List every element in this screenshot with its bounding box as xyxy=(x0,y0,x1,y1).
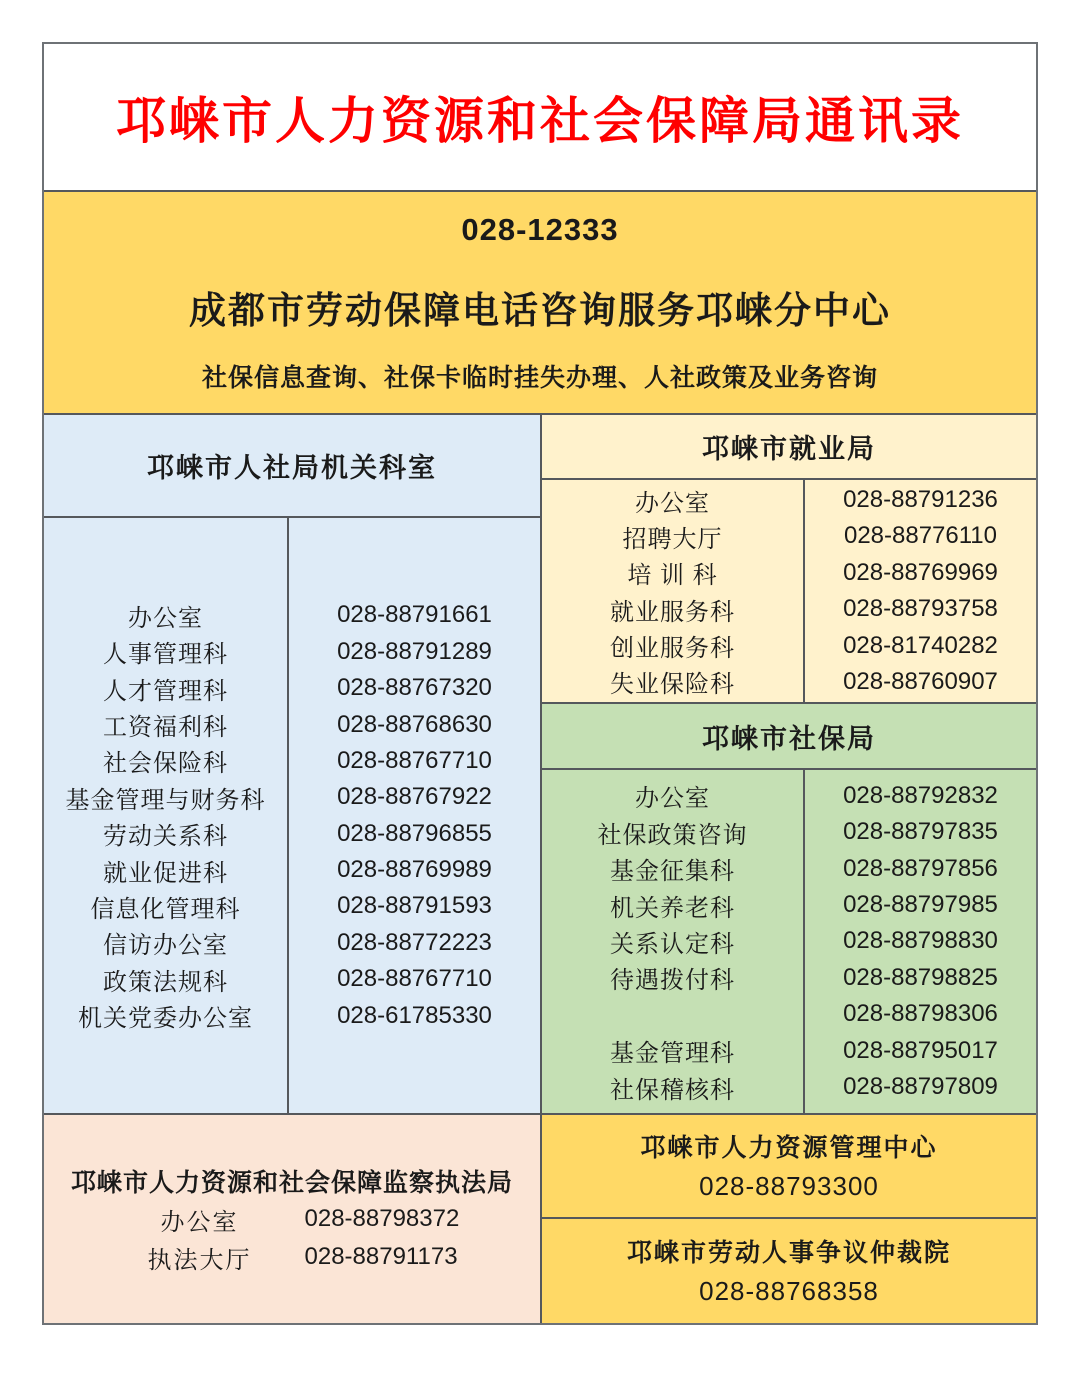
table-row xyxy=(542,591,1036,627)
column-divider xyxy=(803,770,805,1113)
phone-number: 028-61785330 xyxy=(337,1001,492,1029)
hotline-section xyxy=(44,192,1036,413)
dept-name: 就业促进科 xyxy=(103,859,228,887)
table-row xyxy=(44,670,540,706)
dept-name: 基金征集科 xyxy=(610,858,735,886)
social-security-bureau-section xyxy=(542,704,1036,1113)
dept-name: 基金管理与财务科 xyxy=(65,786,266,814)
dept-name: 办公室 xyxy=(635,785,710,813)
phone-number: 028-88767710 xyxy=(337,746,492,774)
phone-number: 028-88768630 xyxy=(337,710,492,738)
dept-name: 社会保险科 xyxy=(103,750,228,778)
employment-bureau-section xyxy=(542,415,1036,702)
hr-center-section xyxy=(542,1115,1036,1217)
dept-name: 人事管理科 xyxy=(103,641,228,669)
bottom-section xyxy=(44,1115,1036,1323)
table-row xyxy=(542,851,1036,887)
agency-office-table xyxy=(44,518,540,1113)
social-security-bureau-title: 邛崃市社保局 xyxy=(542,704,1036,768)
dept-name: 信访办公室 xyxy=(103,932,228,960)
phone-number: 028-88797835 xyxy=(843,818,998,846)
phone-number: 028-88769989 xyxy=(337,856,492,884)
dept-name: 办公室 xyxy=(160,1208,239,1236)
arbitration-court-phone: 028-88768358 xyxy=(699,1275,879,1306)
phone-number: 028-88792832 xyxy=(843,781,998,809)
table-row xyxy=(44,779,540,815)
phone-number: 028-88767922 xyxy=(337,783,492,811)
dept-name: 就业服务科 xyxy=(610,598,735,626)
phone-number: 028-88797856 xyxy=(843,854,998,882)
phone-number: 028-88760907 xyxy=(843,667,998,695)
middle-right-column xyxy=(542,415,1036,1113)
phone-number: 028-88776110 xyxy=(843,522,998,550)
phone-number: 028-88798825 xyxy=(843,963,998,991)
table-row xyxy=(542,1032,1036,1068)
inspection-bureau-title: 邛崃市人力资源和社会保障监察执法局 xyxy=(70,1169,513,1197)
table-row xyxy=(125,1238,460,1276)
phone-number: 028-88772223 xyxy=(337,928,492,956)
table-row xyxy=(44,961,540,997)
phone-number: 028-88791593 xyxy=(337,892,492,920)
table-row xyxy=(542,627,1036,663)
arbitration-court-section xyxy=(542,1219,1036,1323)
dept-name: 创业服务科 xyxy=(610,635,735,663)
table-row xyxy=(125,1200,460,1238)
table-row xyxy=(44,816,540,852)
dept-name: 关系认定科 xyxy=(610,930,735,958)
phone-number: 028-88793758 xyxy=(843,595,998,623)
title-section xyxy=(44,44,1036,190)
phone-number: 028-88767710 xyxy=(337,965,492,993)
dept-name: 执法大厅 xyxy=(147,1246,252,1274)
table-row xyxy=(44,597,540,633)
dept-name: 培 训 科 xyxy=(627,562,718,590)
table-row xyxy=(542,960,1036,996)
phone-number: 028-88791661 xyxy=(337,601,492,629)
table-row xyxy=(44,925,540,961)
agency-office-section xyxy=(44,415,540,1113)
employment-bureau-title: 邛崃市就业局 xyxy=(542,415,1036,478)
dept-name: 待遇拨付科 xyxy=(610,967,735,995)
social-security-bureau-table xyxy=(542,770,1036,1113)
phone-number: 028-88767320 xyxy=(337,674,492,702)
dept-name: 办公室 xyxy=(635,489,710,517)
hr-center-title: 邛崃市人力资源管理中心 xyxy=(640,1134,938,1162)
dept-name: 工资福利科 xyxy=(103,714,228,742)
dept-name: 信息化管理科 xyxy=(90,895,241,923)
table-row xyxy=(542,996,1036,1032)
hotline-services: 社保信息查询、社保卡临时挂失办理、人社政策及业务咨询 xyxy=(201,363,878,392)
dept-name: 办公室 xyxy=(128,604,203,632)
table-row xyxy=(44,743,540,779)
table-row xyxy=(44,852,540,888)
dept-name: 社保稽核科 xyxy=(610,1076,735,1104)
table-row xyxy=(44,997,540,1033)
directory-board xyxy=(42,42,1038,1325)
phone-number: 028-88791173 xyxy=(304,1243,458,1270)
phone-number: 028-88797809 xyxy=(843,1073,998,1101)
phone-number: 028-88798830 xyxy=(843,927,998,955)
hr-center-phone: 028-88793300 xyxy=(699,1170,879,1201)
phone-number: 028-88791236 xyxy=(843,486,998,514)
phone-number: 028-81740282 xyxy=(843,631,998,659)
table-row xyxy=(542,778,1036,814)
dept-name: 人才管理科 xyxy=(103,677,228,705)
phone-number: 028-88795017 xyxy=(843,1036,998,1064)
inspection-bureau-section xyxy=(44,1115,540,1323)
phone-number: 028-88797985 xyxy=(843,891,998,919)
table-row xyxy=(542,923,1036,959)
table-row xyxy=(44,706,540,742)
phone-number: 028-88796855 xyxy=(337,819,492,847)
hotline-center-name: 成都市劳动保障电话咨询服务邛崃分中心 xyxy=(189,289,891,331)
agency-office-title: 邛崃市人社局机关科室 xyxy=(44,415,540,516)
arbitration-court-title: 邛崃市劳动人事争议仲裁院 xyxy=(626,1239,951,1267)
dept-name: 招聘大厅 xyxy=(622,525,723,553)
table-row xyxy=(542,1069,1036,1105)
dept-name: 劳动关系科 xyxy=(103,823,228,851)
dept-name: 政策法规科 xyxy=(103,968,228,996)
bottom-right-column xyxy=(542,1115,1036,1323)
column-divider xyxy=(803,480,805,702)
table-row xyxy=(542,887,1036,923)
phone-number: 028-88798306 xyxy=(843,1000,998,1028)
middle-section xyxy=(44,415,1036,1113)
dept-name: 社保政策咨询 xyxy=(597,821,748,849)
dept-name: 机关党委办公室 xyxy=(78,1005,253,1033)
dept-name: 机关养老科 xyxy=(610,894,735,922)
table-row xyxy=(542,814,1036,850)
phone-number: 028-88798372 xyxy=(304,1205,460,1232)
table-row xyxy=(44,888,540,924)
hotline-number: 028-12333 xyxy=(461,211,619,247)
table-row xyxy=(542,482,1036,518)
page-title: 邛崃市人力资源和社会保障局通讯录 xyxy=(116,93,964,149)
table-row xyxy=(44,634,540,670)
table-row xyxy=(542,518,1036,554)
dept-name: 失业保险科 xyxy=(610,671,735,699)
dept-name: 基金管理科 xyxy=(610,1040,735,1068)
phone-number: 028-88791289 xyxy=(337,637,492,665)
table-row xyxy=(542,555,1036,591)
column-divider xyxy=(287,518,289,1113)
inspection-bureau-table xyxy=(125,1200,460,1276)
table-row xyxy=(542,664,1036,700)
phone-number: 028-88769969 xyxy=(843,558,998,586)
employment-bureau-table xyxy=(542,480,1036,702)
